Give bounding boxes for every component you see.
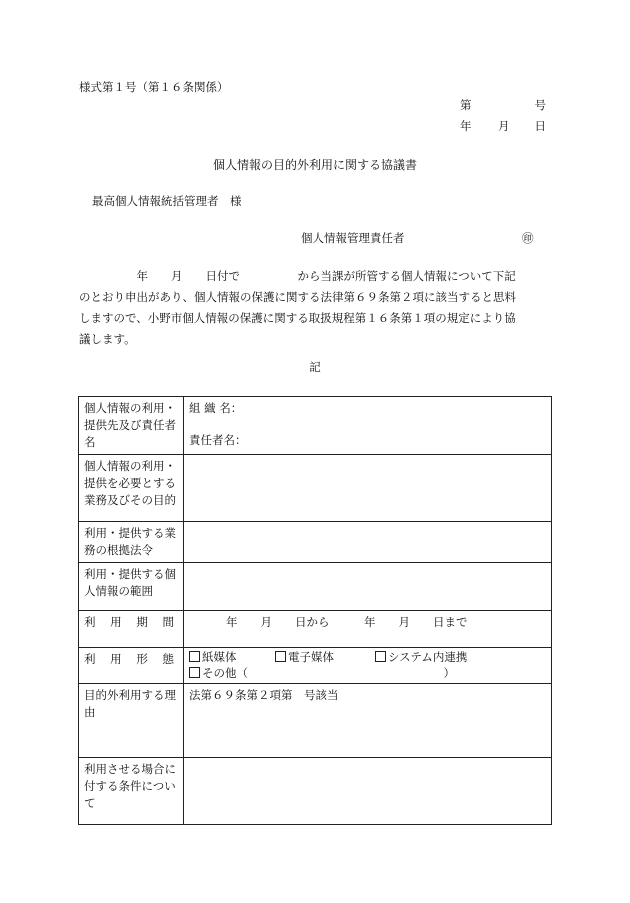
manager-name-label: 責任者名： <box>189 433 247 447</box>
body-line: 議します。 <box>79 332 136 346</box>
option-other[interactable]: その他（ ） <box>189 665 546 681</box>
option-electronic[interactable]: 電子媒体 <box>275 649 334 665</box>
recipient-label: 個人情報の利用・提供先及び責任者名 <box>79 397 184 455</box>
number-suffix: 号 <box>534 98 546 112</box>
sender: 個人情報管理責任者 <box>301 231 405 245</box>
usage-form-value <box>184 648 552 684</box>
usage-form-label <box>79 648 184 684</box>
reason-label: 目的外利用する理由 <box>79 684 184 758</box>
date-year: 年 <box>460 119 472 133</box>
document-title: 個人情報の目的外利用に関する協議書 <box>212 158 417 172</box>
body-line: のとおり申出があり、個人情報の保護に関する法律第６９条第２項に該当すると思料 <box>79 290 516 304</box>
period-label-char: 間 <box>162 615 174 629</box>
business-purpose-label: 個人情報の利用・提供を必要とする業務及びその目的 <box>79 455 184 522</box>
table-row <box>79 522 552 563</box>
period-label-char: 利 <box>84 615 96 629</box>
period-label <box>79 611 184 648</box>
table-row <box>79 455 552 522</box>
table-row <box>79 397 552 455</box>
usage-form-label-char: 用 <box>110 652 122 666</box>
addressee: 最高個人情報統括管理者 様 <box>92 194 242 208</box>
date-month: 月 <box>498 119 510 133</box>
business-purpose-value[interactable] <box>184 455 552 522</box>
recipient-value[interactable] <box>184 397 552 455</box>
checkbox-icon[interactable] <box>189 667 200 678</box>
number-prefix: 第 <box>460 98 472 112</box>
ki-heading: 記 <box>309 360 321 374</box>
usage-form-label-char: 利 <box>84 652 96 666</box>
table-row <box>79 563 552 611</box>
body-line: しますので、小野市個人情報の保護に関する取扱規程第１６条第１項の規定により協 <box>79 311 516 325</box>
period-label-char: 期 <box>136 615 148 629</box>
date-day: 日 <box>534 119 546 133</box>
checkbox-icon[interactable] <box>375 651 386 662</box>
seal-mark: ㊞ <box>522 231 534 245</box>
table-row <box>79 648 552 684</box>
org-name-label: 組 織 名： <box>189 401 243 415</box>
usage-form-label-char: 形 <box>136 652 148 666</box>
table-row <box>79 758 552 825</box>
consultation-table <box>78 396 552 825</box>
option-paper[interactable]: 紙媒体 <box>189 649 237 665</box>
period-label-char: 用 <box>110 615 122 629</box>
conditions-label: 利用させる場合に付する条件について <box>79 758 184 825</box>
info-scope-label: 利用・提供する個人情報の範囲 <box>79 563 184 611</box>
usage-form-label-char: 態 <box>162 652 174 666</box>
form-number: 様式第１号（第１６条関係） <box>79 80 229 94</box>
period-value[interactable]: 年 月 日から 年 月 日まで <box>184 611 552 648</box>
checkbox-icon[interactable] <box>189 651 200 662</box>
info-scope-value[interactable] <box>184 563 552 611</box>
body-line: 年 月 日付で から当課が所管する個人情報について下記 <box>79 269 516 283</box>
option-system[interactable]: システム内連携 <box>375 649 467 665</box>
checkbox-icon[interactable] <box>275 651 286 662</box>
conditions-value[interactable] <box>184 758 552 825</box>
legal-basis-label: 利用・提供する業務の根拠法令 <box>79 522 184 563</box>
reason-value[interactable]: 法第６９条第２項第 号該当 <box>184 684 552 758</box>
table-row <box>79 684 552 758</box>
body-paragraph <box>79 266 553 350</box>
legal-basis-value[interactable] <box>184 522 552 563</box>
table-row <box>79 611 552 648</box>
